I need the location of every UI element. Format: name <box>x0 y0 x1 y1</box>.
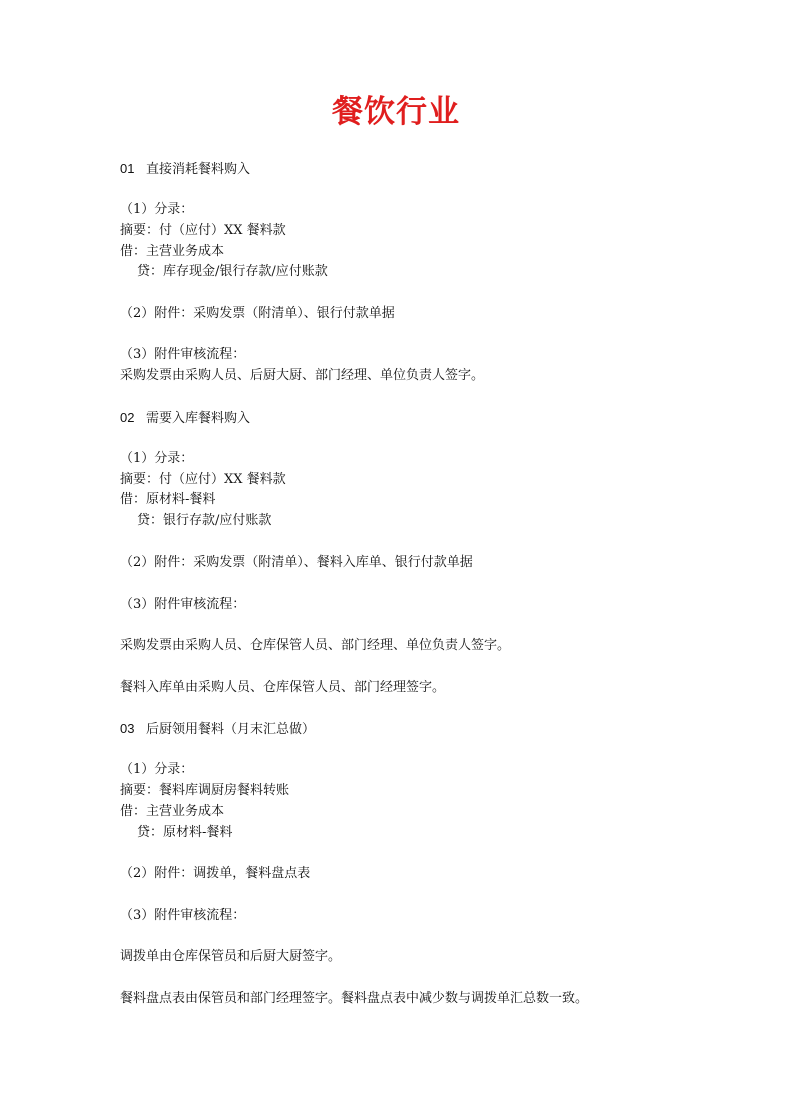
review-line: 采购发票由采购人员、后厨大厨、部门经理、单位负责人签字。 <box>120 368 485 383</box>
review-label: （3）附件审核流程： <box>120 908 246 923</box>
summary-line: 摘要：付（应付）XX 餐料款 <box>120 223 286 238</box>
attachments-line: （2）附件：采购发票（附清单）、餐料入库单、银行付款单据 <box>120 555 473 570</box>
debit-line: 借：主营业务成本 <box>120 244 225 259</box>
section-heading <box>120 409 250 428</box>
section-title: 需要入库餐料购入 <box>146 411 251 426</box>
section-number: 01 <box>120 161 135 176</box>
entry-label: （1）分录： <box>120 202 194 217</box>
section-heading <box>120 720 315 739</box>
section-title: 直接消耗餐料购入 <box>146 162 251 177</box>
credit-line: 贷：库存现金/银行存款/应付账款 <box>137 264 328 279</box>
section-heading <box>120 160 250 179</box>
page-title: 餐饮行业 <box>332 94 460 130</box>
review-line: 调拨单由仓库保管员和后厨大厨签字。 <box>120 949 342 964</box>
entry-label: （1）分录： <box>120 451 194 466</box>
credit-line: 贷：原材料-餐料 <box>137 825 233 840</box>
summary-line: 摘要：餐料库调厨房餐料转账 <box>120 783 290 798</box>
debit-line: 借：主营业务成本 <box>120 804 225 819</box>
review-label: （3）附件审核流程： <box>120 597 246 612</box>
review-line: 餐料盘点表由保管员和部门经理签字。餐料盘点表中减少数与调拨单汇总数一致。 <box>120 991 589 1006</box>
review-line: 采购发票由采购人员、仓库保管人员、部门经理、单位负责人签字。 <box>120 638 511 653</box>
credit-line: 贷：银行存款/应付账款 <box>137 513 272 528</box>
attachments-line: （2）附件：采购发票（附清单）、银行付款单据 <box>120 306 395 321</box>
section-number: 03 <box>120 721 135 736</box>
review-label: （3）附件审核流程： <box>120 347 246 362</box>
section-number: 02 <box>120 410 135 425</box>
section-title: 后厨领用餐料（月末汇总做） <box>146 722 316 737</box>
review-line: 餐料入库单由采购人员、仓库保管人员、部门经理签字。 <box>120 680 446 695</box>
debit-line: 借：原材料-餐料 <box>120 492 216 507</box>
summary-line: 摘要：付（应付）XX 餐料款 <box>120 472 286 487</box>
attachments-line: （2）附件：调拨单，餐料盘点表 <box>120 866 311 881</box>
entry-label: （1）分录： <box>120 762 194 777</box>
